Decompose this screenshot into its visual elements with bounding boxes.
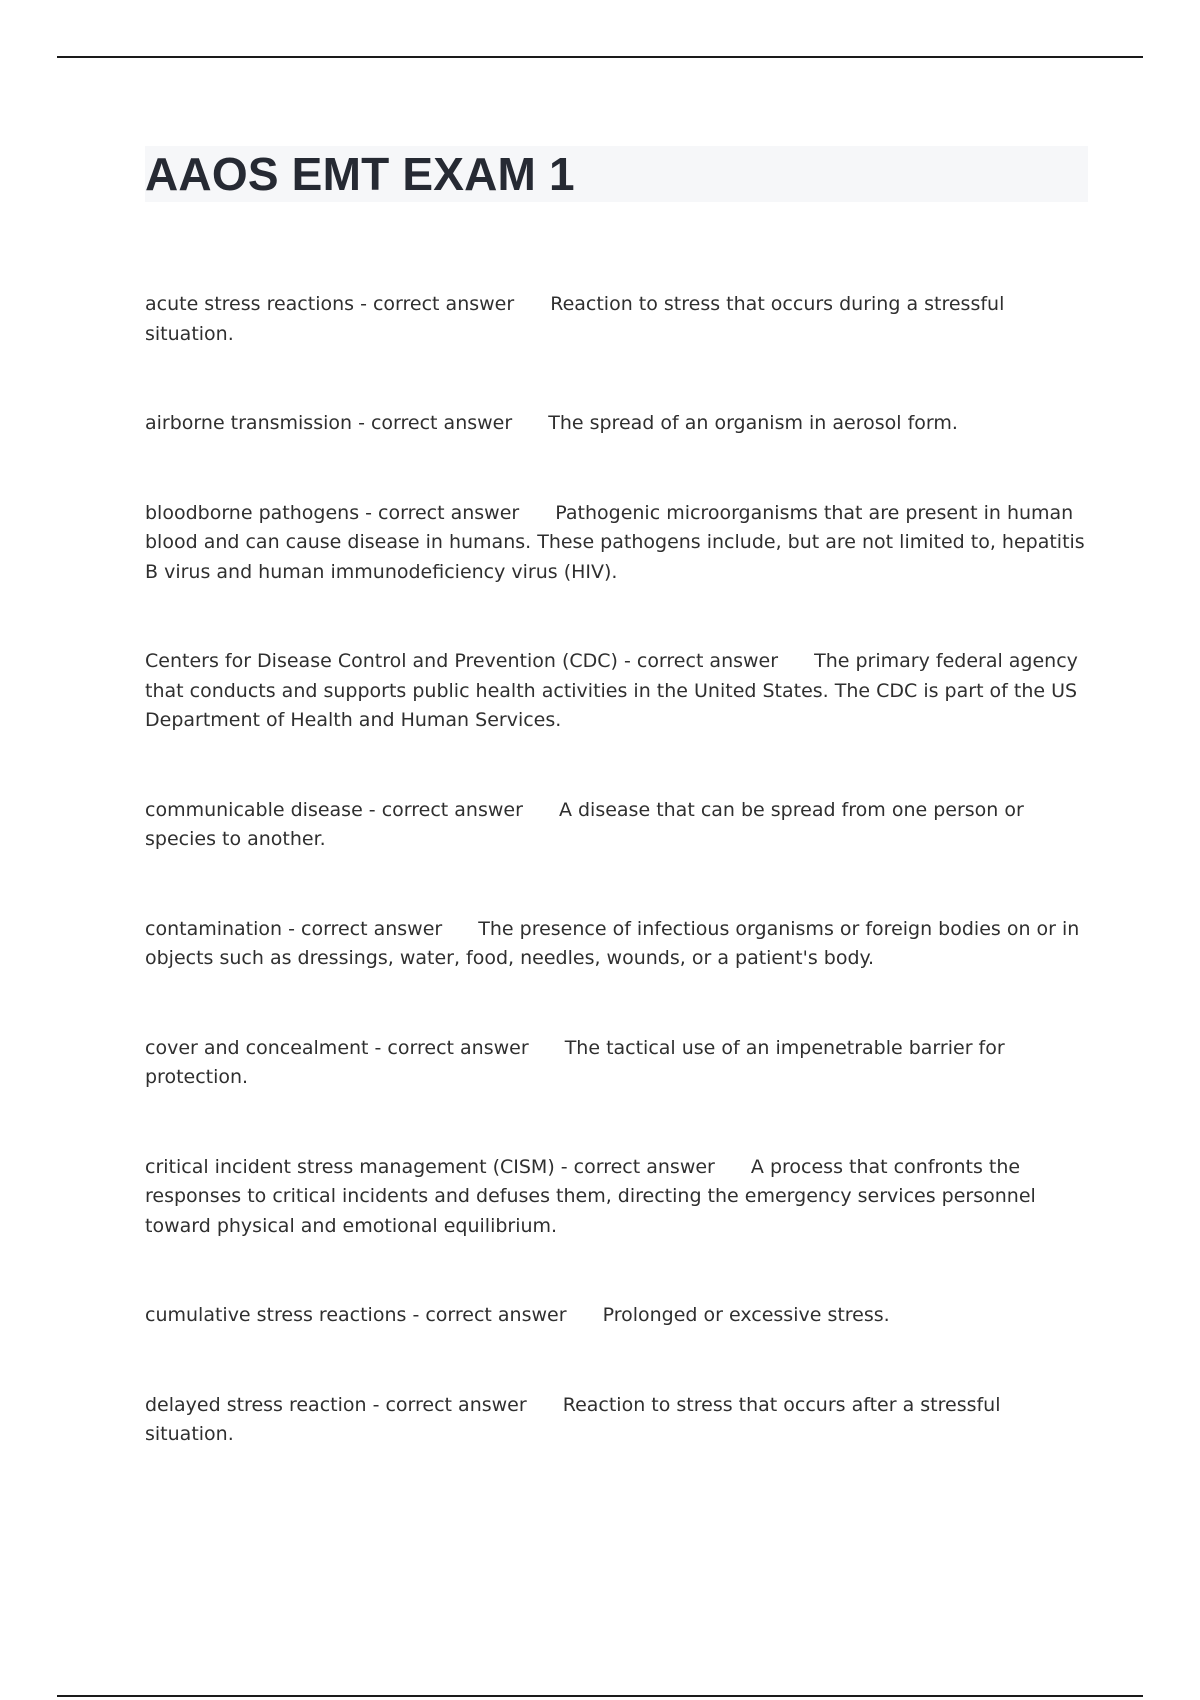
flashcard-item	[145, 796, 1085, 855]
flashcard-term: Centers for Disease Control and Prevention (CDC) - correct answer	[145, 650, 779, 672]
flashcard-list	[145, 290, 1085, 1510]
flashcard-definition: A process that confronts the responses to critical incidents and defuses them, directing the emergency services personnel toward physical and emotional equilibrium.	[145, 1155, 1036, 1237]
flashcard-definition: The tactical use of an impenetrable barrier for protection.	[145, 1036, 1005, 1088]
flashcard-item	[145, 290, 1085, 349]
flashcard-term: delayed stress reaction - correct answer	[145, 1393, 527, 1416]
top-divider	[57, 56, 1143, 58]
flashcard-item	[145, 1034, 1085, 1093]
flashcard-term: cumulative stress reactions - correct answer	[145, 1304, 567, 1326]
flashcard-definition: The spread of an organism in aerosol form.	[548, 412, 958, 434]
flashcard-definition: Reaction to stress that occurs during a stressful situation.	[145, 293, 1005, 345]
flashcard-definition: A disease that can be spread from one person or species to another.	[145, 798, 1024, 850]
flashcard-item	[145, 1301, 1085, 1331]
flashcard-definition: Pathogenic microorganisms that are present in human blood and can cause disease in humans. These pathogens include, but are not limited to, hepatitis B virus and human immunodeficiency virus (HIV).	[145, 501, 1085, 583]
flashcard-term: bloodborne pathogens - correct answer	[145, 501, 520, 524]
flashcard-term: critical incident stress management (CISM) - correct answer	[145, 1155, 715, 1178]
flashcard-item	[145, 915, 1085, 974]
flashcard-definition: Reaction to stress that occurs after a stressful situation.	[145, 1393, 1001, 1445]
flashcard-definition: Prolonged or excessive stress.	[602, 1304, 890, 1326]
bottom-divider	[57, 1695, 1143, 1697]
page-title: AAOS EMT EXAM 1	[145, 148, 575, 200]
flashcard-definition: The primary federal agency that conducts and supports public health activities in the United States. The CDC is part of the US Department of Health and Human Services.	[145, 650, 1078, 731]
flashcard-term: contamination - correct answer	[145, 917, 443, 940]
flashcard-item	[145, 499, 1085, 588]
flashcard-item	[145, 1153, 1085, 1242]
flashcard-term: communicable disease - correct answer	[145, 798, 523, 821]
flashcard-item	[145, 409, 1085, 439]
flashcard-item	[145, 1391, 1085, 1450]
flashcard-term: acute stress reactions - correct answer	[145, 293, 515, 315]
flashcard-definition: The presence of infectious organisms or foreign bodies on or in objects such as dressings, water, food, needles, wounds, or a patient's body.	[145, 917, 1080, 969]
flashcard-term: cover and concealment - correct answer	[145, 1036, 529, 1059]
flashcard-term: airborne transmission - correct answer	[145, 412, 513, 434]
flashcard-item	[145, 647, 1085, 736]
